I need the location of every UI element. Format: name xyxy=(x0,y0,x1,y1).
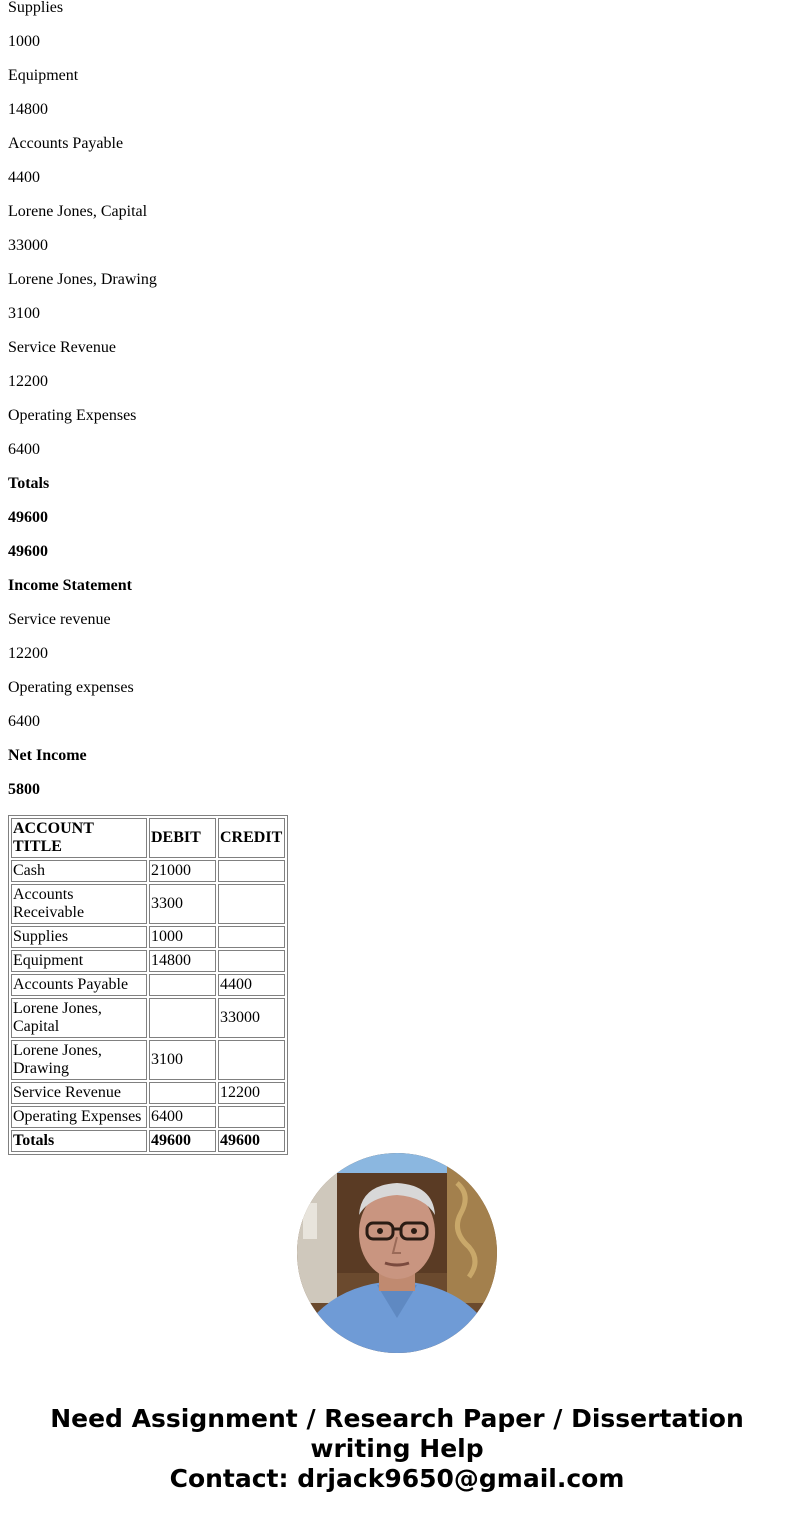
content-line: 49600 xyxy=(8,509,48,526)
content-line: 6400 xyxy=(8,441,40,458)
table-row xyxy=(11,974,285,996)
table-row xyxy=(11,950,285,972)
totals-credit-cell: 49600 xyxy=(218,1130,285,1152)
content-line: 14800 xyxy=(8,101,48,118)
debit-cell: 6400 xyxy=(149,1106,216,1128)
debit-cell: 3100 xyxy=(149,1040,216,1080)
table-row xyxy=(11,1106,285,1128)
credit-cell xyxy=(218,1040,285,1080)
account-title-cell: Equipment xyxy=(11,950,147,972)
author-photo-icon xyxy=(297,1153,497,1353)
content-line: 6400 xyxy=(8,713,40,730)
content-line: 3100 xyxy=(8,305,40,322)
totals-row xyxy=(11,1130,285,1152)
table-row xyxy=(11,1082,285,1104)
content-line: 1000 xyxy=(8,33,40,50)
table-row xyxy=(11,884,285,924)
trial-balance-table xyxy=(8,815,288,1155)
debit-cell: 1000 xyxy=(149,926,216,948)
content-line: Operating expenses xyxy=(8,679,134,696)
content-line: Supplies xyxy=(8,0,64,16)
credit-cell: 12200 xyxy=(218,1082,285,1104)
table-row xyxy=(11,998,285,1038)
footer-email: Contact: drjack9650@gmail.com xyxy=(169,1464,625,1493)
debit-cell: 3300 xyxy=(149,884,216,924)
content-line: Lorene Jones, Drawing xyxy=(8,271,157,288)
account-title-cell: Service Revenue xyxy=(11,1082,147,1104)
account-title-cell: Accounts Payable xyxy=(11,974,147,996)
footer-contact xyxy=(0,1404,794,1494)
credit-cell: 4400 xyxy=(218,974,285,996)
content-line: 12200 xyxy=(8,373,48,390)
content-line: 49600 xyxy=(8,543,48,560)
account-title-cell: Cash xyxy=(11,860,147,882)
table-row xyxy=(11,860,285,882)
content-line: Accounts Payable xyxy=(8,135,124,152)
totals-label-cell: Totals xyxy=(11,1130,147,1152)
account-title-cell: Lorene Jones, Drawing xyxy=(11,1040,147,1080)
header-account-title: ACCOUNT TITLE xyxy=(11,818,147,858)
content-line: 4400 xyxy=(8,169,40,186)
credit-cell xyxy=(218,884,285,924)
debit-cell: 14800 xyxy=(149,950,216,972)
content-line: Net Income xyxy=(8,747,87,764)
debit-cell: 21000 xyxy=(149,860,216,882)
content-lines xyxy=(8,0,608,815)
totals-debit-cell: 49600 xyxy=(149,1130,216,1152)
credit-cell xyxy=(218,950,285,972)
debit-cell xyxy=(149,1082,216,1104)
debit-cell xyxy=(149,974,216,996)
account-title-cell: Supplies xyxy=(11,926,147,948)
account-title-cell: Lorene Jones, Capital xyxy=(11,998,147,1038)
footer-help-text: Need Assignment / Research Paper / Dissertation writing Help xyxy=(50,1404,744,1463)
content-line: Totals xyxy=(8,475,50,492)
content-line: Operating Expenses xyxy=(8,407,137,424)
table-row xyxy=(11,926,285,948)
credit-cell: 33000 xyxy=(218,998,285,1038)
credit-cell xyxy=(218,926,285,948)
content-line: 33000 xyxy=(8,237,48,254)
content-line: Lorene Jones, Capital xyxy=(8,203,148,220)
content-line: 5800 xyxy=(8,781,40,798)
content-line: Service Revenue xyxy=(8,339,116,356)
content-line: 12200 xyxy=(8,645,48,662)
account-title-cell: Accounts Receivable xyxy=(11,884,147,924)
content-line: Income Statement xyxy=(8,577,132,594)
header-credit: CREDIT xyxy=(218,818,285,858)
header-debit: DEBIT xyxy=(149,818,216,858)
table-row xyxy=(11,1040,285,1080)
content-line: Equipment xyxy=(8,67,79,84)
credit-cell xyxy=(218,860,285,882)
debit-cell xyxy=(149,998,216,1038)
author-photo xyxy=(297,1153,497,1353)
content-line: Service revenue xyxy=(8,611,111,628)
table-header-row xyxy=(11,818,285,858)
credit-cell xyxy=(218,1106,285,1128)
account-title-cell: Operating Expenses xyxy=(11,1106,147,1128)
